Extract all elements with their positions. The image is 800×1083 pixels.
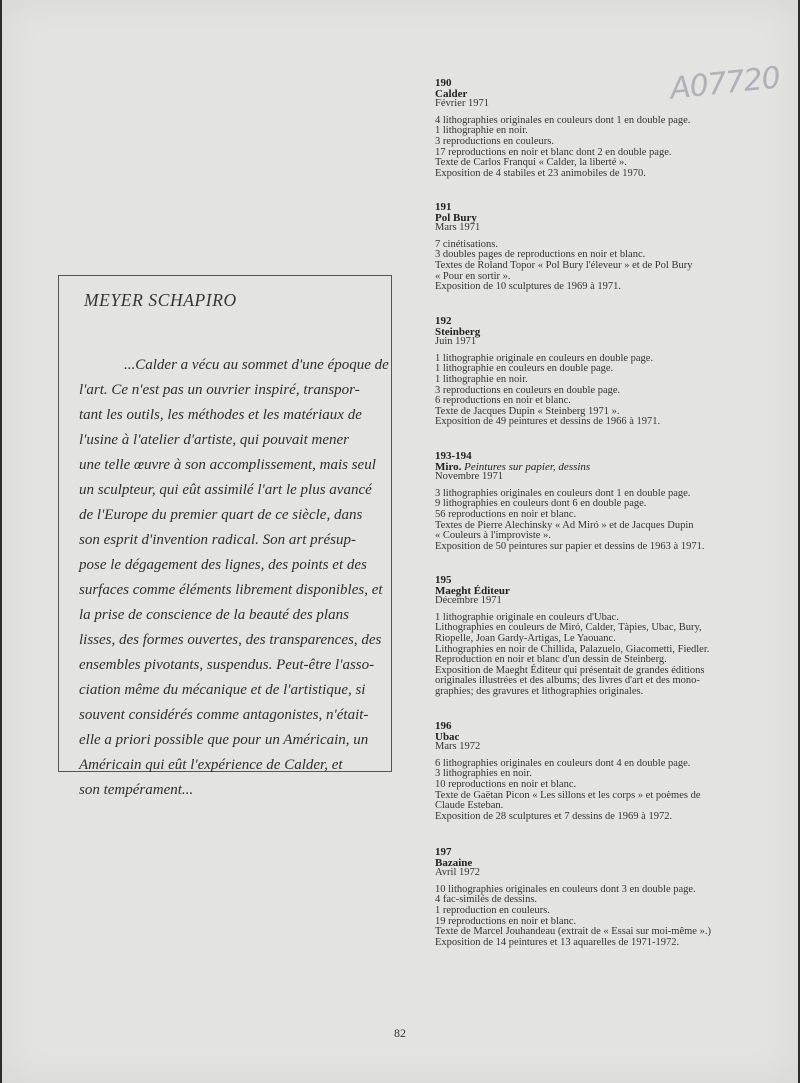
entry-date: Novembre 1971 bbox=[435, 471, 503, 483]
quote-line: ensembles pivotants, suspendus. Peut-être l'asso- bbox=[79, 657, 375, 673]
entry-line: Riopelle, Joan Gardy-Artigas, Le Yaouanc. bbox=[435, 632, 616, 644]
entry-title bbox=[435, 858, 735, 869]
entry-line: 1 lithographie en noir. bbox=[435, 373, 528, 385]
entry-line: 56 reproductions en noir et blanc. bbox=[435, 508, 577, 520]
entry-line: 1 lithographie en noir. bbox=[435, 125, 528, 137]
entry-number: 192 bbox=[435, 315, 452, 327]
entry-subtitle: Peintures sur papier, dessins bbox=[464, 460, 591, 473]
entry-line: 4 lithographies originales en couleurs dont 1 en double page. bbox=[435, 114, 691, 126]
quote-line: l'art. Ce n'est pas un ouvrier inspiré, transpor- bbox=[79, 382, 360, 398]
catalog-entry bbox=[435, 316, 735, 428]
catalog-entry bbox=[435, 847, 735, 948]
entry-title-text: Pol Bury bbox=[435, 211, 477, 224]
quote-line: son esprit d'invention radical. Son art présup- bbox=[79, 532, 356, 548]
entry-title-text: Steinberg bbox=[435, 325, 481, 338]
entry-line: 1 lithographie originale en couleurs en double page. bbox=[435, 352, 654, 364]
entry-title-text: Maeght Éditeur bbox=[435, 584, 510, 597]
entry-number: 196 bbox=[435, 720, 452, 732]
entry-title-text: Miro. bbox=[435, 460, 462, 473]
entry-line: Exposition de 49 peintures et dessins de 1966 à 1971. bbox=[435, 416, 661, 428]
entry-line: Exposition de 4 stabiles et 23 animobiles de 1970. bbox=[435, 167, 646, 179]
entry-line: 4 fac-similés de dessins. bbox=[435, 894, 538, 906]
entry-line: 10 lithographies originales en couleurs dont 3 en double page. bbox=[435, 883, 696, 895]
entry-line: Exposition de 28 sculptures et 7 dessins de 1969 à 1972. bbox=[435, 810, 673, 822]
entry-line: 1 lithographie en couleurs en double page. bbox=[435, 363, 614, 375]
quote-line: son tempérament... bbox=[79, 782, 194, 798]
quote-line: l'usine à l'atelier d'artiste, qui pouvait mener bbox=[79, 432, 350, 448]
entry-line: Exposition de 50 peintures sur papier et dessins de 1963 à 1971. bbox=[435, 540, 705, 552]
entry-line: 3 lithographies en noir. bbox=[435, 768, 532, 780]
quote-line: Américain qui eût l'expérience de Calder, et bbox=[79, 757, 343, 773]
quote-text bbox=[79, 353, 389, 803]
entry-line: Textes de Roland Topor « Pol Bury l'éleveur » et de Pol Bury bbox=[435, 259, 693, 271]
entry-number: 197 bbox=[435, 846, 452, 858]
entry-line: 1 reproduction en couleurs. bbox=[435, 904, 550, 916]
entry-line: Texte de Marcel Jouhandeau (extrait de « Essai sur moi-même ».) bbox=[435, 926, 711, 938]
entry-line: Exposition de 14 peintures et 13 aquarelles de 1971-1972. bbox=[435, 936, 680, 948]
quote-line: souvent considérés comme antagonistes, n'était- bbox=[79, 707, 369, 723]
entry-number: 190 bbox=[435, 77, 452, 89]
quote-author: MEYER SCHAPIRO bbox=[84, 290, 237, 310]
catalog-entry bbox=[435, 575, 735, 698]
quote-line: elle a priori possible que pour un Américain, un bbox=[79, 732, 369, 748]
entry-line: 10 reproductions en noir et blanc. bbox=[435, 778, 577, 790]
catalog-entry bbox=[435, 721, 735, 822]
entry-line: 3 doubles pages de reproductions en noir et blanc. bbox=[435, 249, 646, 261]
entry-line: Reproduction en noir et blanc d'un dessin de Steinberg. bbox=[435, 654, 667, 666]
entry-title-text: Ubac bbox=[435, 730, 460, 743]
quote-line: un sculpteur, qui eût assimilé l'art le plus avancé bbox=[79, 482, 372, 498]
entry-line: Textes de Pierre Alechinsky « Ad Miró » et de Jacques Dupin bbox=[435, 519, 694, 531]
entry-line: 19 reproductions en noir et blanc. bbox=[435, 915, 577, 927]
catalog-entry bbox=[435, 202, 735, 293]
entry-date: Avril 1972 bbox=[435, 867, 481, 879]
entry-date: Mars 1972 bbox=[435, 741, 481, 753]
quote-line: ciation même du mécanique et de l'artistique, si bbox=[79, 682, 366, 698]
entry-title bbox=[435, 327, 735, 338]
quote-line: pose le dégagement des lignes, des points et des bbox=[79, 557, 367, 573]
entry-line: 17 reproductions en noir et blanc dont 2 en double page. bbox=[435, 146, 672, 158]
entry-number: 191 bbox=[435, 201, 452, 213]
entry-number: 193-194 bbox=[435, 450, 472, 462]
entry-line: 9 lithographies en couleurs dont 6 en double page. bbox=[435, 498, 647, 510]
entry-line: « Couleurs à l'improviste ». bbox=[435, 530, 551, 542]
quote-line: ...Calder a vécu au sommet d'une époque de bbox=[124, 357, 389, 373]
entry-line: Claude Esteban. bbox=[435, 800, 504, 812]
quote-box bbox=[58, 275, 392, 798]
entry-date: Juin 1971 bbox=[435, 336, 477, 348]
entry-line: 3 lithographies originales en couleurs dont 1 en double page. bbox=[435, 487, 691, 499]
entry-line: originales illustrées et des albums; des livres d'art et des mono- bbox=[435, 675, 700, 687]
entry-title-text: Bazaine bbox=[435, 856, 473, 869]
entry-line: Texte de Carlos Franqui « Calder, la liberté ». bbox=[435, 157, 627, 169]
quote-line: lisses, des formes ouvertes, des transparences, des bbox=[79, 632, 382, 648]
quote-line: de l'Europe du premier quart de ce siècle, dans bbox=[79, 507, 363, 523]
entry-line: 7 cinétisations. bbox=[435, 238, 498, 250]
entry-line: Lithographies en noir de Chillida, Palazuelo, Giacometti, Fiedler. bbox=[435, 643, 710, 655]
entry-line: Exposition de 10 sculptures de 1969 à 1971. bbox=[435, 281, 622, 293]
entry-number: 195 bbox=[435, 574, 452, 586]
entry-line: 3 reproductions en couleurs en double page. bbox=[435, 384, 621, 396]
page-number: 82 bbox=[394, 1026, 406, 1040]
entry-title-text: Calder bbox=[435, 87, 468, 100]
quote-line: la prise de conscience de la beauté des plans bbox=[79, 607, 349, 623]
quote-line: tant les outils, les méthodes et les matériaux de bbox=[79, 407, 362, 423]
catalog-entry bbox=[435, 451, 735, 552]
entry-line: 1 lithographie originale en couleurs d'Ubac. bbox=[435, 611, 619, 623]
entry-line: 3 reproductions en couleurs. bbox=[435, 135, 554, 147]
entry-line: Texte de Jacques Dupin « Steinberg 1971 ». bbox=[435, 405, 620, 417]
quote-line: surfaces comme éléments librement disponibles, et bbox=[79, 582, 383, 598]
entry-date: Février 1971 bbox=[435, 98, 489, 110]
entry-line: « Pour en sortir ». bbox=[435, 270, 511, 282]
entry-line: 6 lithographies originales en couleurs dont 4 en double page. bbox=[435, 757, 691, 769]
entry-line: Texte de Gaëtan Picon « Les sillons et les corps » et poèmes de bbox=[435, 789, 701, 801]
entry-title bbox=[435, 732, 735, 743]
entry-line: graphies; des gravures et lithographies originales. bbox=[435, 685, 644, 697]
entry-date: Décembre 1971 bbox=[435, 595, 502, 607]
quote-line: une telle œuvre à son accomplissement, mais seul bbox=[79, 457, 376, 473]
entry-title bbox=[435, 213, 735, 224]
entry-date: Mars 1971 bbox=[435, 222, 481, 234]
catalog-entry bbox=[435, 78, 735, 179]
entry-line: 6 reproductions en noir et blanc. bbox=[435, 395, 571, 407]
entry-line: Exposition de Maeght Éditeur qui présentait de grandes éditions bbox=[435, 664, 705, 676]
catalog-page bbox=[2, 0, 798, 1083]
handwritten-inventory-note: A07720 bbox=[668, 60, 782, 107]
entry-line: Lithographies en couleurs de Miró, Calder, Tàpies, Ubac, Bury, bbox=[435, 622, 702, 634]
